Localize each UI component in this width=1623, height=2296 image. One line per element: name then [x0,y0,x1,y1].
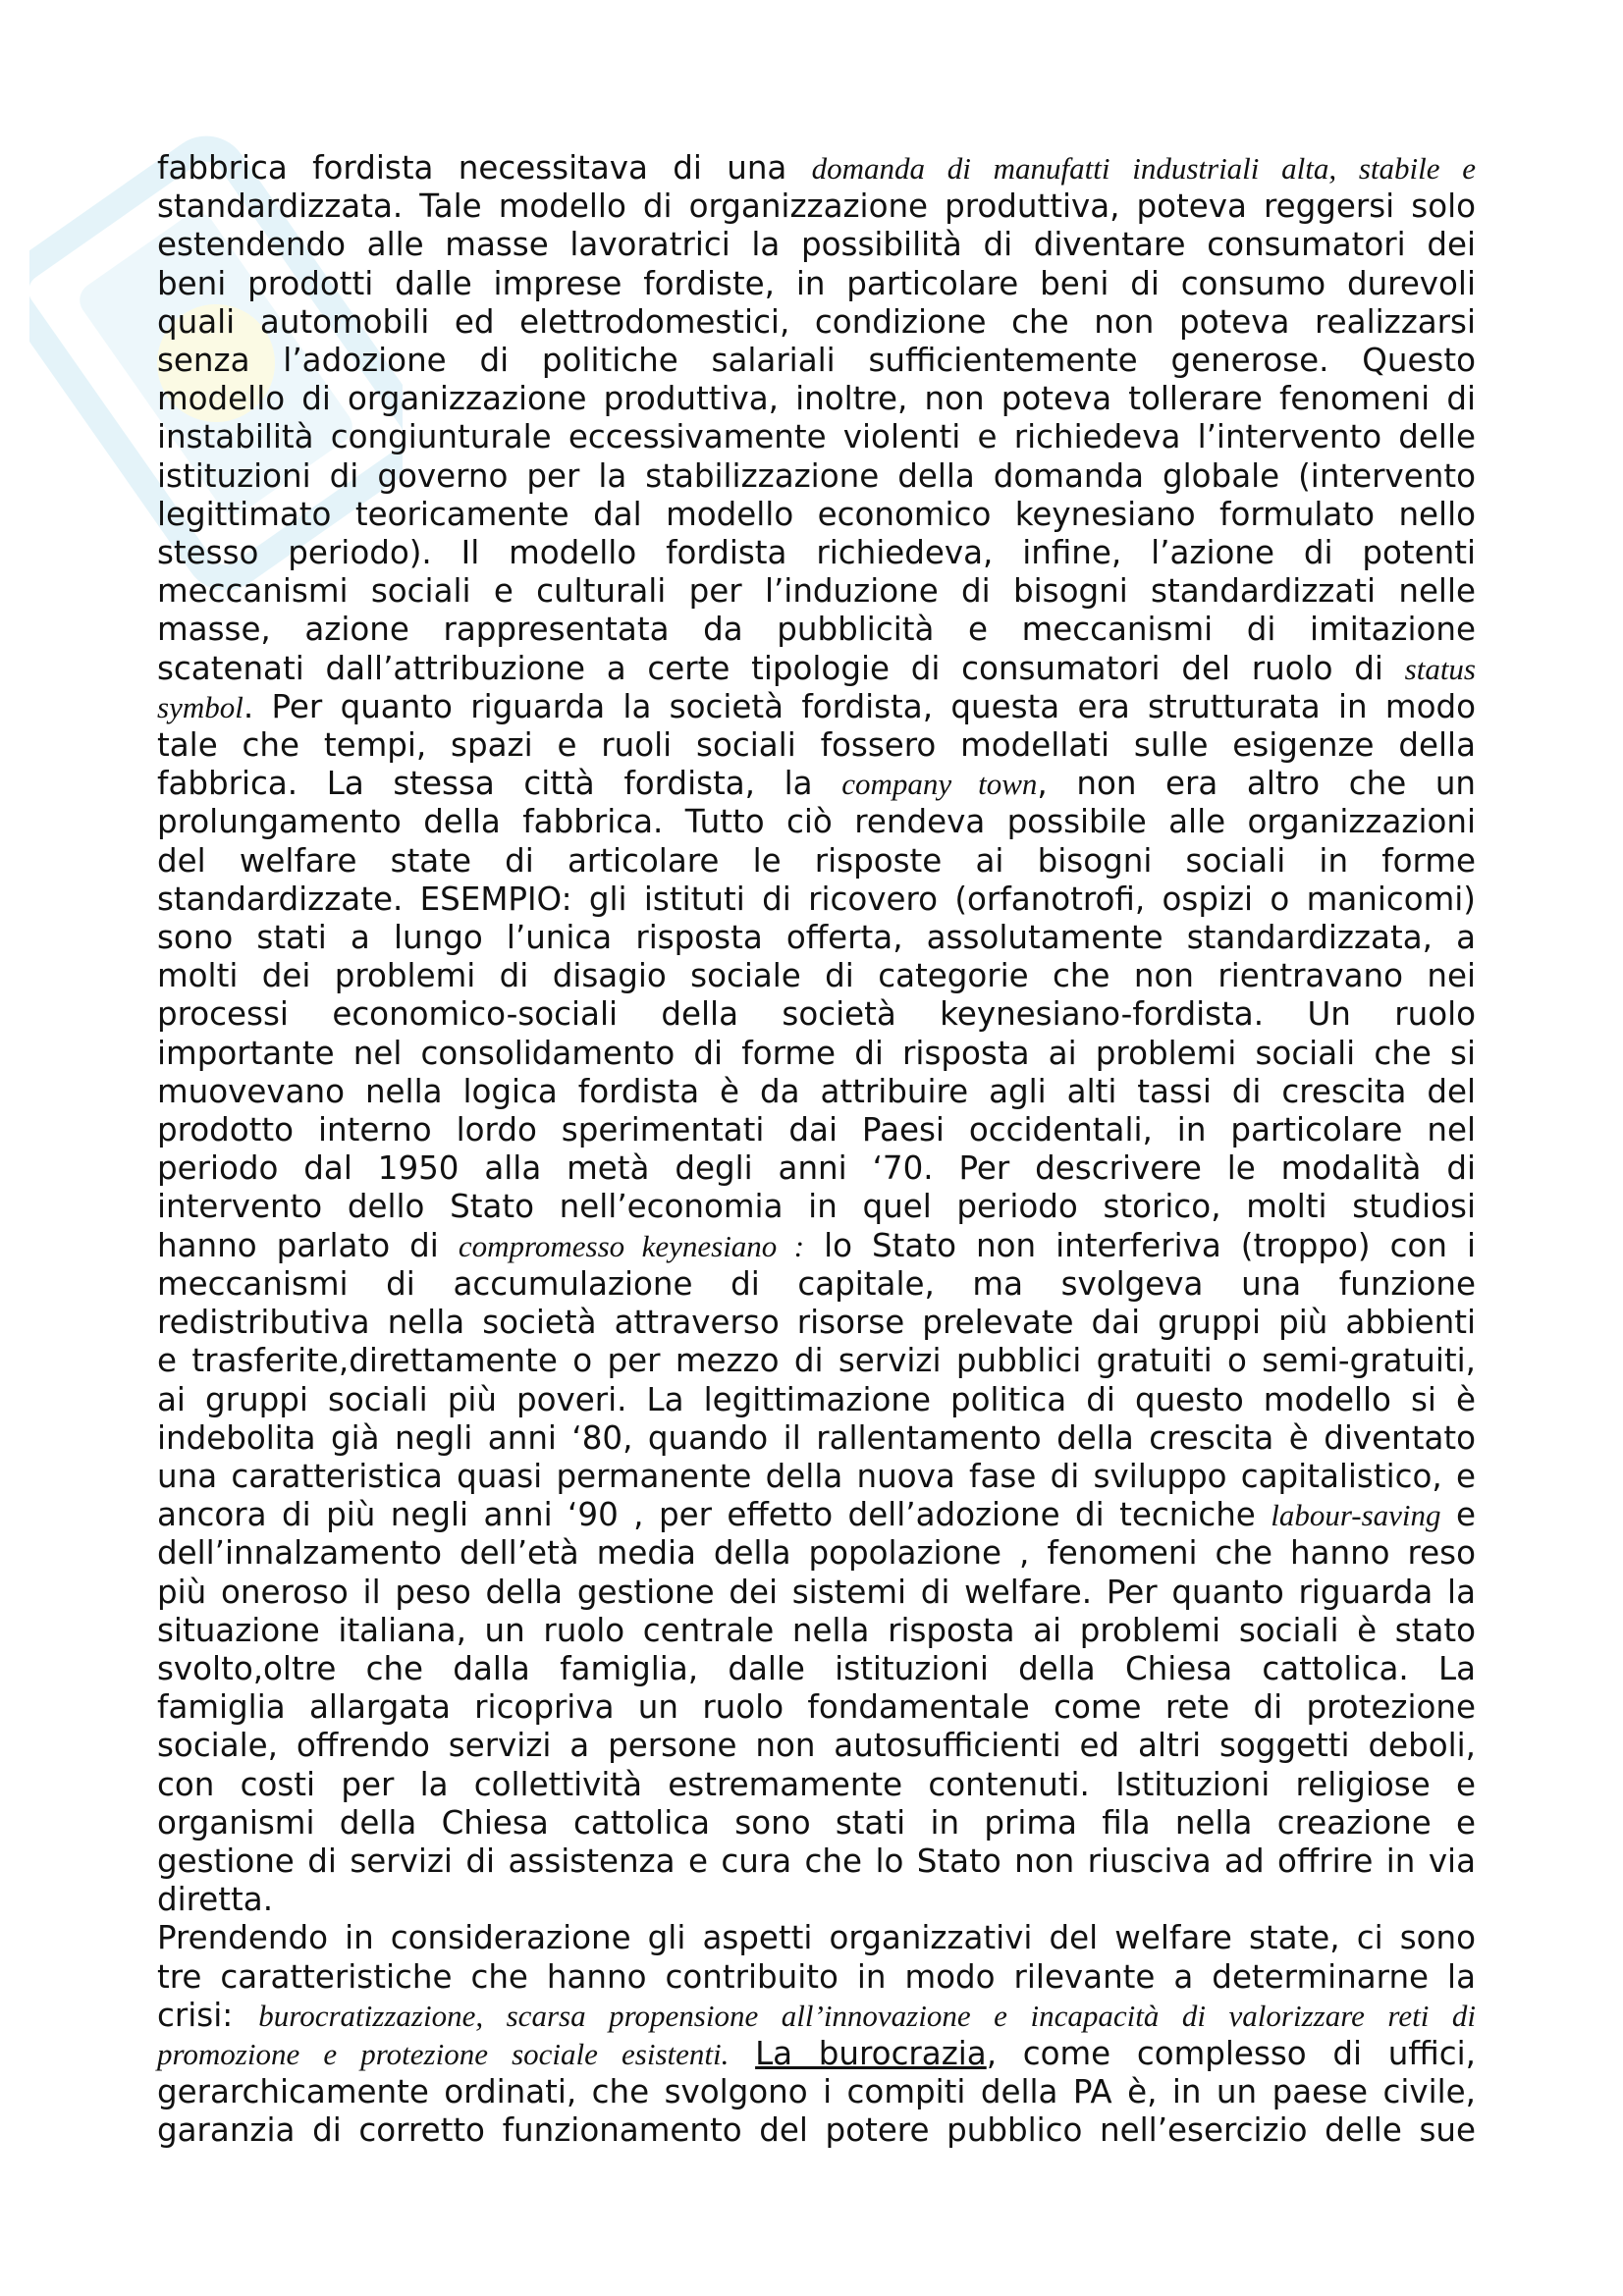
text-line [157,457,1476,496]
text-line [157,957,1476,995]
italic-run: symbol [157,689,243,724]
text-run: e trasferite,direttamente o per mezzo di servizi pubblici gratuiti o semi-gratuiti, [157,1342,1476,1380]
text-run: famiglia allargata ricopriva un ruolo fondamentale come rete di protezione [157,1688,1476,1727]
text-run: standardizzata. Tale modello di organizzazione produttiva, poteva reggersi solo [157,187,1476,226]
italic-run: burocratizzazione, scarsa propensione all’innovazione e incapacità di valorizzare reti di [258,1998,1476,2033]
text-line [157,418,1476,456]
text-line [157,1342,1476,1380]
text-run: più oneroso il peso della gestione dei sistemi di welfare. Per quanto riguarda la [157,1573,1476,1611]
text-run: scatenati dall’attribuzione a certe tipologie di consumatori del ruolo di [157,649,1405,687]
text-run: e [1440,1496,1476,1534]
text-run: masse, azione rappresentata da pubblicità e meccanismi di imitazione [157,611,1476,649]
text-line [157,2073,1476,2111]
text-run: , non era altro che un [1037,765,1477,803]
text-run: lo Stato non interferiva (troppo) con i [804,1226,1477,1264]
text-line [157,303,1476,342]
text-line [157,1419,1476,1458]
text-line [157,1766,1476,1804]
document-body [157,149,1476,2151]
text-run: legittimato teoricamente dal modello economico keynesiano formulato nello [157,495,1476,533]
italic-run: domanda di manufatti industriali alta, stabile e [811,151,1476,186]
italic-run: labour-saving [1271,1498,1441,1533]
text-run: intervento dello Stato nell’economia in quel periodo storico, molti studiosi [157,1188,1476,1226]
text-line [157,1534,1476,1573]
text-line [157,2035,1476,2073]
text-line [157,995,1476,1034]
text-run: ancora di più negli anni ‘90 , per effetto dell’adozione di tecniche [157,1496,1271,1534]
text-line [157,342,1476,380]
text-line [157,1458,1476,1496]
text-line [157,1881,1476,1919]
text-run: molti dei problemi di disagio sociale di categorie che non rientravano nei [157,957,1476,995]
text-line [157,1919,1476,1957]
text-run: crisi: [157,1996,259,2034]
text-line [157,1997,1476,2035]
text-line [157,1304,1476,1342]
text-run: muovevano nella logica fordista è da attribuire agli alti tassi di crescita del [157,1072,1476,1110]
text-run: stesso periodo). Il modello fordista richiedeva, infine, l’azione di potenti [157,534,1476,572]
text-line [157,1073,1476,1111]
text-line [157,572,1476,611]
text-line [157,534,1476,572]
text-run: gestione di servizi di assistenza e cura che lo Stato non riusciva ad offrire in via [157,1842,1476,1880]
text-run: hanno parlato di [157,1226,459,1264]
text-line [157,1804,1476,1842]
text-run: prolungamento della fabbrica. Tutto ciò rendeva possibile alle organizzazioni [157,803,1476,841]
italic-run: company town [841,767,1038,802]
text-run: meccanismi sociali e culturali per l’induzione di bisogni standardizzati nelle [157,572,1476,611]
text-run: una caratteristica quasi permanente della nuova fase di sviluppo capitalistico, e [157,1457,1476,1495]
text-line [157,380,1476,418]
text-run: standardizzate. ESEMPIO: gli istituti di ricovero (orfanotrofi, ospizi o manicomi) [157,880,1476,918]
text-line [157,265,1476,303]
text-run: fabbrica. La stessa città fordista, la [157,765,842,803]
text-run: processi economico-sociali della società keynesiano-fordista. Un ruolo [157,995,1476,1034]
text-run: . Per quanto riguarda la società fordista, questa era strutturata in modo [243,687,1476,725]
text-run: istituzioni di governo per la stabilizzazione della domanda globale (intervento [157,456,1476,495]
text-run: modello di organizzazione produttiva, inoltre, non poteva tollerare fenomeni di [157,380,1476,418]
text-run [729,2035,755,2072]
text-line [157,611,1476,649]
italic-run: promozione e protezione sociale esistenti. [157,2036,730,2071]
text-run: prodotto interno lordo sperimentati dai Paesi occidentali, in particolare nel [157,1111,1476,1149]
text-run: importante nel consolidamento di forme di risposta ai problemi sociali che si [157,1034,1476,1072]
text-line [157,1227,1476,1265]
text-line [157,650,1476,688]
text-line [157,1035,1476,1073]
text-run: garanzia di corretto funzionamento del potere pubblico nell’esercizio delle sue [157,2111,1476,2150]
text-line [157,1727,1476,1765]
text-run: sono stati a lungo l’unica risposta offerta, assolutamente standardizzata, a [157,919,1476,957]
text-run: senza l’adozione di politiche salariali sufficientemente generose. Questo [157,342,1476,380]
text-run: periodo dal 1950 alla metà degli anni ‘70. Per descrivere le modalità di [157,1149,1476,1188]
text-line [157,1265,1476,1304]
text-run: situazione italiana, un ruolo centrale nella risposta ai problemi sociali è stato [157,1611,1476,1649]
text-line [157,1612,1476,1650]
text-line [157,149,1476,187]
text-line [157,2111,1476,2150]
italic-run: compromesso keynesiano : [458,1228,805,1263]
text-line [157,842,1476,881]
text-line [157,1958,1476,1997]
text-line [157,765,1476,803]
text-line [157,1149,1476,1188]
text-line [157,919,1476,957]
text-line [157,1496,1476,1534]
text-run: quali automobili ed elettrodomestici, condizione che non poteva realizzarsi [157,302,1476,341]
text-run: sociale, offrendo servizi a persone non autosufficienti ed altri soggetti deboli, [157,1727,1476,1765]
text-run: meccanismi di accumulazione di capitale, ma svolgeva una funzione [157,1264,1476,1303]
text-run: beni prodotti dalle imprese fordiste, in particolare beni di consumo durevoli [157,264,1476,302]
text-line [157,226,1476,264]
text-run: dell’innalzamento dell’età media della popolazione , fenomeni che hanno reso [157,1534,1476,1573]
text-run: estendendo alle masse lavoratrici la possibilità di diventare consumatori dei [157,226,1476,264]
text-run: con costi per la collettività estremamente contenuti. Istituzioni religiose e [157,1765,1476,1803]
text-run: organismi della Chiesa cattolica sono stati in prima fila nella creazione e [157,1803,1476,1842]
text-run: gerarchicamente ordinati, che svolgono i compiti della PA è, in un paese civile, [157,2073,1476,2111]
text-line [157,187,1476,226]
underlined-run: La burocrazia [755,2034,987,2072]
text-line [157,881,1476,919]
text-line [157,1842,1476,1881]
text-line [157,1111,1476,1149]
text-line [157,1188,1476,1226]
text-run: svolto,oltre che dalla famiglia, dalle istituzioni della Chiesa cattolica. La [157,1649,1476,1687]
text-line [157,1650,1476,1688]
text-run: tale che tempi, spazi e ruoli sociali fossero modellati sulle esigenze della [157,726,1476,765]
text-line [157,1381,1476,1419]
text-run: , come complesso di uffici, [986,2034,1476,2072]
text-line [157,726,1476,765]
text-line [157,688,1476,726]
text-line [157,496,1476,534]
text-run: Prendendo in considerazione gli aspetti organizzativi del welfare state, ci sono [157,1919,1476,1957]
text-line [157,1574,1476,1612]
text-run: fabbrica fordista necessitava di una [157,149,812,187]
text-run: instabilità congiunturale eccessivamente violenti e richiedeva l’intervento delle [157,418,1476,456]
text-run: del welfare state di articolare le risposte ai bisogni sociali in forme [157,841,1476,880]
text-run: tre caratteristiche che hanno contribuito in modo rilevante a determinarne la [157,1957,1476,1996]
text-run: indebolita già negli anni ‘80, quando il rallentamento della crescita è diventato [157,1418,1476,1457]
text-run: redistributiva nella società attraverso risorse prelevate dai gruppi più abbienti [157,1304,1476,1342]
italic-run: status [1404,651,1476,686]
text-run: diretta. [157,1881,274,1919]
text-line [157,803,1476,841]
text-line [157,1688,1476,1727]
text-run: ai gruppi sociali più poveri. La legittimazione politica di questo modello si è [157,1380,1476,1418]
